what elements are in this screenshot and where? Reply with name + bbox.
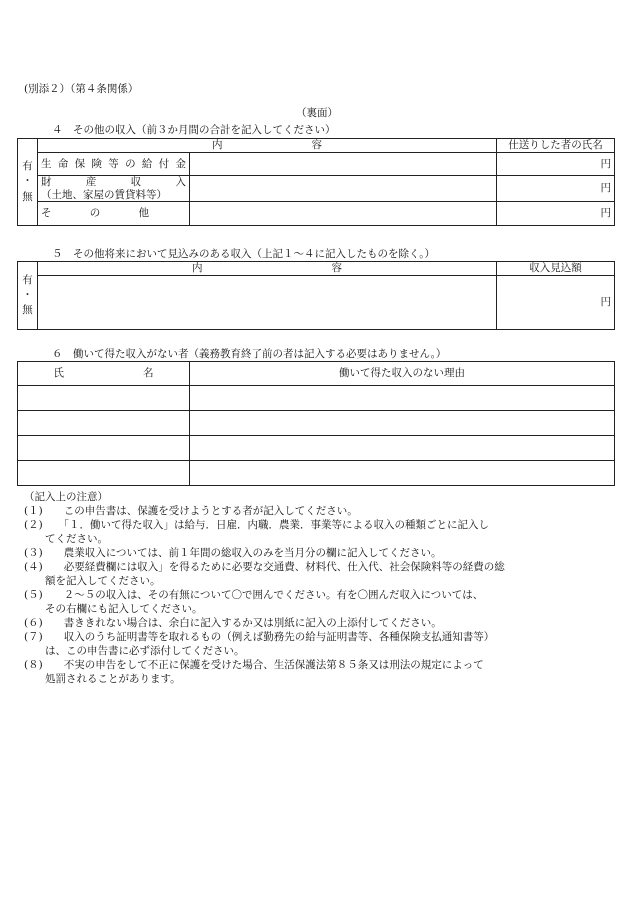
reason-field[interactable]: [190, 386, 615, 411]
name-field[interactable]: [18, 461, 190, 486]
reason-header: 働いて得た収入のない理由: [190, 362, 615, 386]
note-line: (２) 「１．働いて得た収入」は給与．日雇．内職．農業．事業等による収入の種類ごとに記入し: [24, 519, 489, 531]
amount-field[interactable]: 円: [497, 176, 615, 202]
note-line: その右欄にも記入してください。: [24, 603, 203, 615]
row-label-other: そ の 他: [38, 202, 190, 226]
section6-title: ６ 働いて得た収入がない者（義務教育終了前の者は記入する必要はありません。）: [52, 348, 447, 360]
section4-table: [17, 138, 615, 226]
note-line: (８) 不実の申告をして不正に保護を受けた場合、生活保護法第８５条又は刑法の規定によって: [24, 659, 484, 671]
table-row: [18, 202, 615, 226]
reason-field[interactable]: [190, 436, 615, 461]
section5-presence-cell[interactable]: 有 ・ 無: [18, 262, 38, 330]
notes-block: [24, 490, 505, 686]
name-field[interactable]: [18, 436, 190, 461]
reverse-side-label: （裏面）: [296, 107, 338, 119]
amount-field[interactable]: 円: [497, 153, 615, 176]
form-reference: (別添２）（第４条関係）: [24, 83, 139, 95]
note-line: てください。: [24, 533, 108, 545]
table-row: [18, 386, 615, 411]
section4-content-header: 内 容: [38, 139, 497, 153]
table-row: [18, 461, 615, 486]
section4-sender-header: 仕送りした者の氏名: [497, 139, 615, 153]
note-line: (４) 必要経費欄には収入」を得るために必要な交通費、材料代、仕入代、社会保険料等の経費の総: [24, 561, 505, 573]
content-field[interactable]: [190, 153, 497, 176]
reason-field[interactable]: [190, 411, 615, 436]
content-field[interactable]: [38, 276, 497, 330]
section4-presence-cell[interactable]: 有 ・ 無: [18, 139, 38, 226]
table-row: [18, 153, 615, 176]
note-line: は、この申告書に必ず添付してください。: [24, 645, 245, 657]
note-line: (５) ２～５の収入は、その有無について〇で囲んでください。有を〇囲んだ収入については、: [24, 589, 484, 601]
section6-table: [17, 361, 615, 486]
amount-field[interactable]: 円: [497, 276, 615, 330]
note-line: 処罰されることがあります。: [24, 673, 181, 685]
notes-title: （記入上の注意）: [24, 491, 108, 503]
name-field[interactable]: [18, 386, 190, 411]
section5-amount-header: 収入見込額: [497, 262, 615, 276]
section5-content-header: 内 容: [38, 262, 497, 276]
name-field[interactable]: [18, 411, 190, 436]
note-line: (６) 書ききれない場合は、余白に記入するか又は別紙に記入の上添付してください。: [24, 617, 442, 629]
row-label-insurance: 生 命 保 険 等 の 給 付 金: [38, 153, 190, 176]
table-row: [18, 436, 615, 461]
note-line: (３) 農業収入については、前１年間の総収入のみを当月分の欄に記入してください。: [24, 547, 442, 559]
section5-table: [17, 261, 615, 330]
table-row: [18, 176, 615, 202]
amount-field[interactable]: 円: [497, 202, 615, 226]
note-line: 額を記入してください。: [24, 575, 161, 587]
section5-title: ５ その他将来において見込みのある収入（上記１～４に記入したものを除く。）: [52, 248, 436, 260]
row-label-property: 財 産 収 入 （土地、家屋の賃貸料等）: [38, 176, 190, 202]
content-field[interactable]: [190, 176, 497, 202]
table-row: [18, 411, 615, 436]
content-field[interactable]: [190, 202, 497, 226]
table-row: [18, 276, 615, 330]
name-header: 氏 名: [18, 362, 190, 386]
note-line: (１) この申告書は、保護を受けようとする者が記入してください。: [24, 505, 358, 517]
section4-title: ４ その他の収入（前３か月間の合計を記入してください）: [52, 124, 336, 136]
reason-field[interactable]: [190, 461, 615, 486]
note-line: (７) 収入のうち証明書等を取れるもの（例えば勤務先の給与証明書等、各種保険支払通知書等）: [24, 631, 495, 643]
